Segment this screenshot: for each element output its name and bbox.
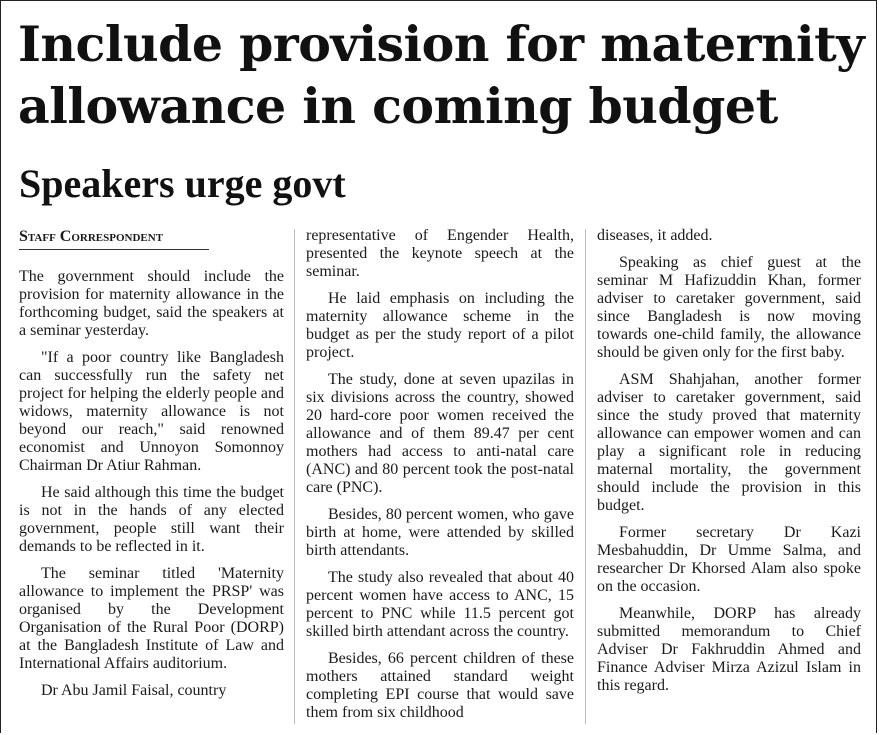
paragraph: representative of Engender Health, presented the keynote speech at the seminar. bbox=[306, 227, 574, 280]
column-divider bbox=[294, 229, 295, 724]
paragraph: Meanwhile, DORP has already submitted memorandum to Chief Adviser Dr Fakhruddin Ahmed and Finance Adviser Mirza Azizul Islam in this regard. bbox=[597, 605, 861, 694]
paragraph: The study, done at seven upazilas in six divisions across the country, showed 20 hard-core poor women received the allowance and of them 89.47 per cent mothers had access to anti-natal care (ANC) and 80 percent took the post-natal care (PNC). bbox=[306, 371, 574, 496]
paragraph: Besides, 80 percent women, who gave birth at home, were attended by skilled birth attendants. bbox=[306, 506, 574, 559]
article-column-1 bbox=[19, 227, 284, 709]
paragraph: "If a poor country like Bangladesh can successfully run the safety net project for helping the elderly people and widows, maternity allowance is not beyond our reach," said renowned economist and Unnoyon Somonnoy Chairman Dr Atiur Rahman. bbox=[19, 349, 284, 474]
paragraph: The government should include the provision for maternity allowance in the forthcoming budget, said the speakers at a seminar yesterday. bbox=[19, 268, 284, 339]
paragraph: Dr Abu Jamil Faisal, country bbox=[41, 682, 227, 699]
headline: Include provision for maternity allowance in coming budget bbox=[18, 15, 865, 135]
article-column-3 bbox=[597, 227, 861, 704]
paragraph: He said although this time the budget is not in the hands of any elected government, people still want their demands to be reflected in it. bbox=[19, 484, 284, 555]
paragraph: The seminar titled 'Maternity allowance to implement the PRSP' was organised by the Development Organisation of the Rural Poor (DORP) at the Bangladesh Institute of Law and International Affairs auditorium. bbox=[19, 565, 284, 672]
paragraph: Former secretary Dr Kazi Mesbahuddin, Dr Umme Salma, and researcher Dr Khorsed Alam also spoke on the occasion. bbox=[597, 524, 861, 595]
paragraph: The study also revealed that about 40 percent women have access to ANC, 15 percent to PNC while 11.5 percent got skilled birth attendant across the country. bbox=[306, 569, 574, 640]
paragraph: Besides, 66 percent children of these mothers attained standard weight completing EPI course that would save them from six childhood bbox=[306, 650, 574, 721]
subheadline: Speakers urge govt bbox=[19, 161, 346, 206]
byline: Staff Correspondent bbox=[19, 227, 209, 250]
paragraph: He laid emphasis on including the maternity allowance scheme in the budget as per the study report of a pilot project. bbox=[306, 290, 574, 361]
paragraph: ASM Shahjahan, another former adviser to caretaker government, said since the study proved that maternity allowance can empower women and can play a significant role in reducing maternal mortality, the government should include the provision in this budget. bbox=[597, 371, 861, 514]
column-divider bbox=[585, 229, 586, 724]
paragraph: diseases, it added. bbox=[597, 227, 713, 244]
paragraph: Speaking as chief guest at the seminar M Hafizuddin Khan, former adviser to caretaker government, said since Bangladesh is now moving towards one-child family, the allowance should be given only for the first baby. bbox=[597, 254, 861, 361]
article-column-2 bbox=[306, 227, 574, 731]
